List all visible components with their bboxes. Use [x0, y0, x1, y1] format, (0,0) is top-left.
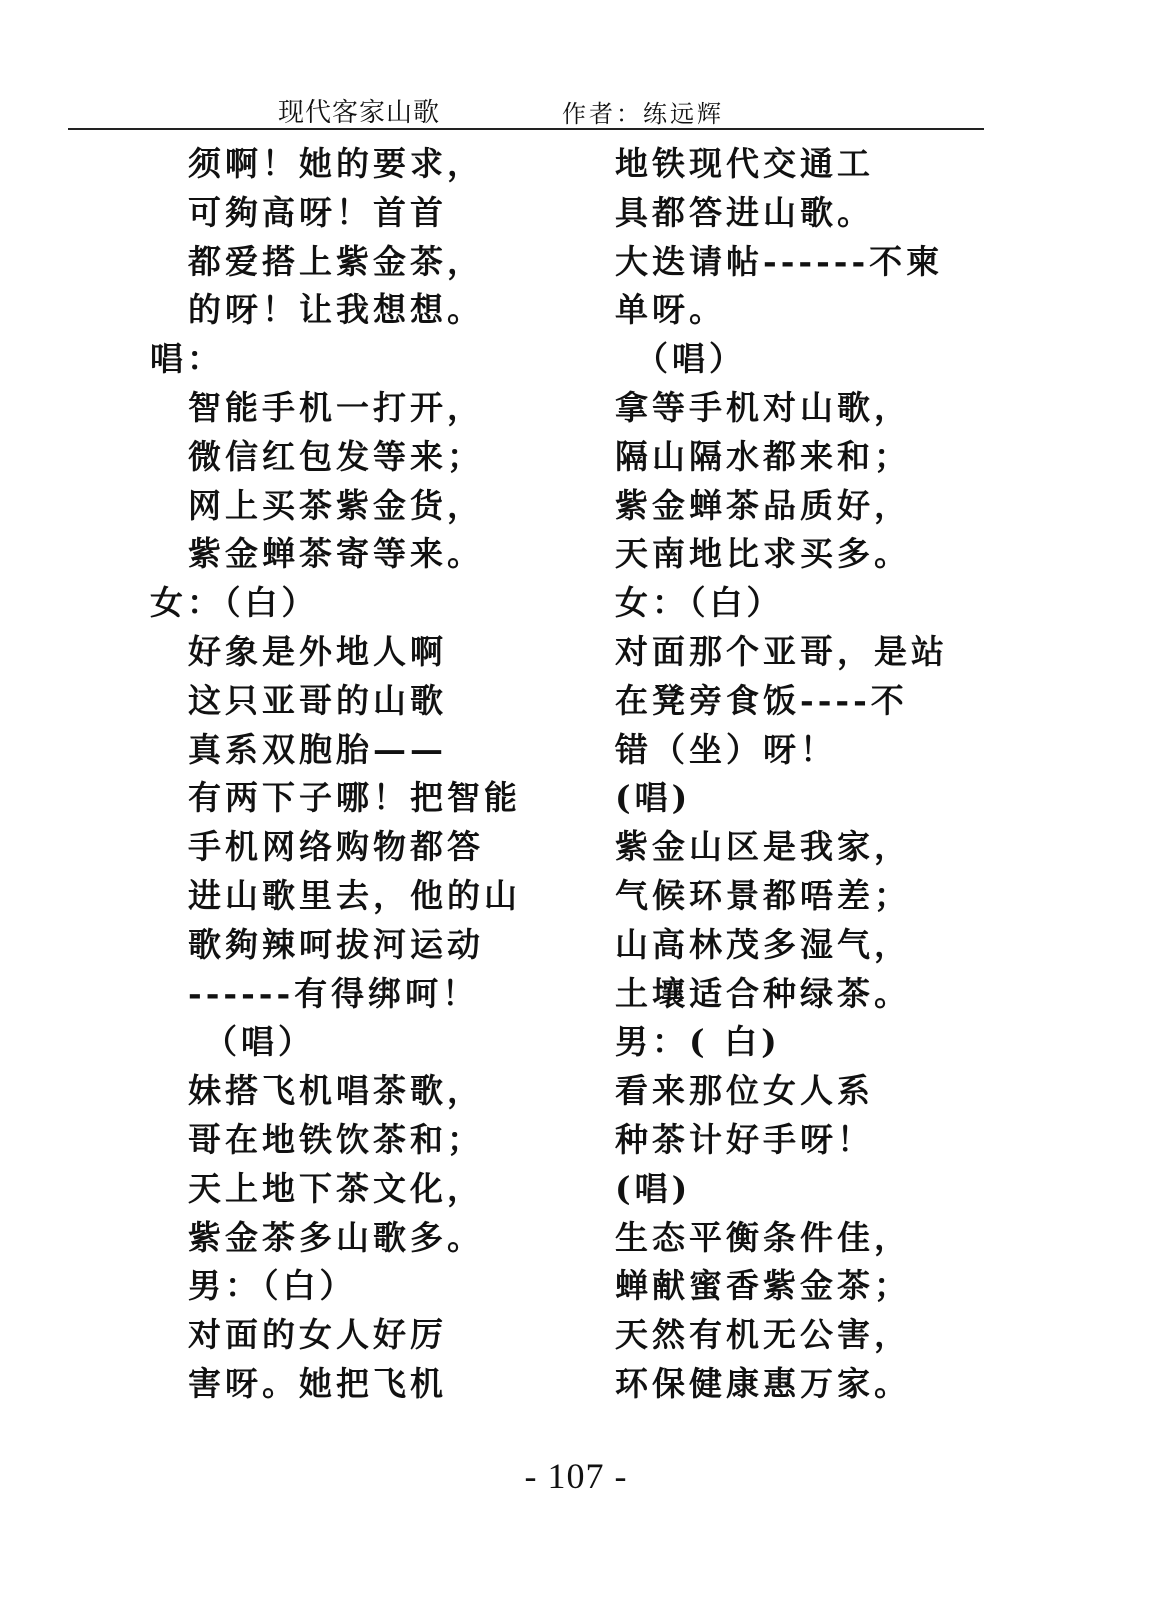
book-title: 现代客家山歌	[278, 98, 441, 128]
page-number: - 107 -	[524, 1456, 628, 1496]
text-line: 歌夠辣呵拔河运动	[188, 924, 484, 964]
left-text-column	[150, 140, 550, 1409]
text-line: 紫金茶多山歌多。	[188, 1217, 484, 1257]
text-line: 妹搭飞机唱茶歌，	[188, 1071, 484, 1111]
text-line: 看来那位女人系	[615, 1071, 874, 1111]
text-line: 气候环景都唔差；	[615, 875, 911, 915]
text-line: 可夠高呀！首首	[188, 192, 447, 232]
text-line: 害呀。她把飞机	[188, 1363, 447, 1403]
text-line: 紫金山区是我家，	[615, 827, 911, 867]
text-line: 种茶计好手呀！	[615, 1119, 874, 1159]
text-line: ------有得绑呵！	[188, 973, 480, 1013]
text-line: 真系双胞胎——	[188, 729, 447, 769]
speaker-label: (唱)	[615, 1168, 692, 1208]
text-line: 单呀。	[615, 290, 726, 330]
author-line: 作者：练远辉	[562, 100, 724, 128]
text-line: 对面的女人好厉	[188, 1315, 447, 1355]
speaker-label: （唱）	[204, 1022, 315, 1062]
running-header	[68, 88, 984, 130]
text-line: 这只亚哥的山歌	[188, 680, 447, 720]
speaker-label: 唱：	[150, 339, 224, 379]
text-line: 的呀！让我想想。	[188, 290, 484, 330]
right-text-column	[615, 140, 985, 1409]
text-line: 山高林茂多湿气，	[615, 924, 911, 964]
text-line: 智能手机一打开，	[188, 387, 484, 427]
text-line: 蝉献蜜香紫金茶；	[615, 1266, 911, 1306]
text-line: 生态平衡条件佳，	[615, 1217, 911, 1257]
speaker-label: (唱)	[615, 778, 692, 818]
text-line: 天上地下茶文化，	[188, 1168, 484, 1208]
text-line: 在凳旁食饭----不	[615, 680, 908, 720]
text-line: 进山歌里去，他的山	[188, 875, 521, 915]
text-line: 错（坐）呀！	[615, 729, 837, 769]
text-line: 土壤适合种绿茶。	[615, 973, 911, 1013]
text-line: 微信红包发等来；	[188, 436, 484, 476]
text-line: 手机网络购物都答	[188, 827, 484, 867]
text-line: 拿等手机对山歌，	[615, 387, 911, 427]
text-line: 天南地比求买多。	[615, 534, 911, 574]
speaker-label: （唱）	[635, 339, 746, 379]
text-line: 紫金蝉茶寄等来。	[188, 534, 484, 574]
text-line: 都爱搭上紫金茶，	[188, 241, 484, 281]
speaker-label: 男：( 白)	[615, 1022, 781, 1062]
text-line: 哥在地铁饮茶和；	[188, 1119, 484, 1159]
text-line: 隔山隔水都来和；	[615, 436, 911, 476]
text-line: 好象是外地人啊	[188, 631, 447, 671]
text-line: 紫金蝉茶品质好，	[615, 485, 911, 525]
speaker-label: 女：（白）	[150, 583, 319, 623]
text-line: 须啊！她的要求，	[188, 144, 484, 183]
speaker-label: 男：（白）	[188, 1266, 357, 1306]
text-line: 具都答进山歌。	[615, 192, 874, 232]
speaker-label: 女：（白）	[615, 583, 784, 623]
text-line: 网上买茶紫金货，	[188, 485, 484, 525]
text-line: 有两下子哪！把智能	[188, 778, 521, 818]
text-line: 环保健康惠万家。	[615, 1363, 911, 1403]
text-line: 天然有机无公害，	[615, 1315, 911, 1355]
text-line: 地铁现代交通工	[615, 144, 874, 183]
text-line: 大迭请帖------不柬	[615, 241, 944, 281]
text-line: 对面那个亚哥，是站	[615, 631, 948, 671]
